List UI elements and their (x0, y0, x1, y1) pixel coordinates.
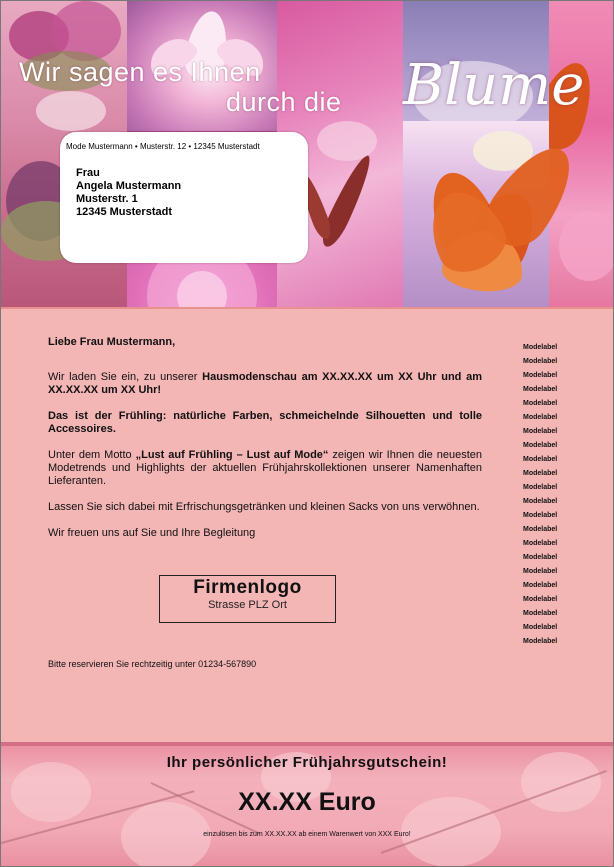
brand-label: Modelabel (523, 596, 558, 603)
brand-label: Modelabel (523, 372, 558, 379)
company-logo-address: Strasse PLZ Ort (208, 599, 287, 611)
invitation-dates: Hausmodenschau am XX.XX.XX um XX Uhr und am XX.XX.XX um XX Uhr! (48, 371, 482, 396)
sender-line: Mode Mustermann • Musterstr. 12 • 12345 Musterstadt (66, 142, 260, 151)
paragraph-spring (48, 410, 482, 436)
brand-label: Modelabel (523, 554, 558, 561)
voucher-title: Ihr persönlicher Frühjahrsgutschein! (166, 754, 448, 771)
brand-label: Modelabel (523, 540, 558, 547)
brand-label: Modelabel (523, 512, 558, 519)
salutation: Liebe Frau Mustermann, (48, 336, 176, 348)
brand-label: Modelabel (523, 582, 558, 589)
spring-text: Das ist der Frühling: natürliche Farben, schmeichelnde Silhouetten und tolle Accessoires. (48, 410, 482, 435)
voucher-top-rule (1, 742, 613, 746)
brand-label: Modelabel (523, 358, 558, 365)
brand-label: Modelabel (523, 624, 558, 631)
company-logo-name: Firmenlogo (193, 577, 302, 598)
motto-text: zeigen wir Ihnen die neuesten Modetrends und Highlights der aktuellen Frühjahrskollektionen unserer Namenhaften Lieferanten. (48, 449, 482, 487)
invitation-text: Wir laden Sie ein, zu unserer (48, 371, 203, 383)
brand-label: Modelabel (523, 442, 558, 449)
brand-label: Modelabel (523, 638, 558, 645)
voucher-conditions: einzulösen bis zum XX.XX.XX ab einem Warenwert von XXX Euro! (203, 831, 411, 838)
header-divider (1, 307, 613, 309)
brand-label: Modelabel (523, 526, 558, 533)
headline-line2: durch die (226, 87, 342, 117)
recipient-name: Angela Mustermann (76, 180, 182, 192)
voucher-amount: XX.XX Euro (238, 788, 376, 816)
brand-label: Modelabel (523, 414, 558, 421)
brand-label-list (523, 344, 583, 652)
motto-title: „Lust auf Frühling – Lust auf Mode“ (135, 449, 329, 461)
brand-label: Modelabel (523, 470, 558, 477)
recipient-street: Musterstr. 1 (76, 193, 138, 205)
voucher-section (1, 742, 613, 866)
header-flower-collage (1, 1, 613, 307)
brand-label: Modelabel (523, 484, 558, 491)
motto-intro: Unter dem Motto (48, 449, 136, 461)
paragraph-motto (48, 449, 482, 488)
recipient-city: 12345 Musterstadt (76, 206, 172, 218)
paragraph-closing: Wir freuen uns auf Sie und Ihre Begleitung (48, 527, 256, 539)
headline-script: Blume (403, 53, 585, 118)
brand-label: Modelabel (523, 428, 558, 435)
brand-label: Modelabel (523, 498, 558, 505)
company-logo-box (159, 575, 336, 623)
brand-label: Modelabel (523, 344, 558, 351)
brand-label: Modelabel (523, 568, 558, 575)
address-window (60, 132, 308, 263)
recipient-salutation: Frau (76, 167, 100, 179)
brand-label: Modelabel (523, 610, 558, 617)
paragraph-refreshments: Lassen Sie sich dabei mit Erfrischungsgetränken und kleinen Sacks von uns verwöhnen. (48, 501, 480, 513)
paragraph-invitation (48, 371, 482, 397)
brand-label: Modelabel (523, 386, 558, 393)
recipient-address (76, 167, 181, 219)
letter-body (48, 336, 482, 553)
reservation-note: Bitte reservieren Sie rechtzeitig unter 01234-567890 (48, 659, 257, 669)
brand-label: Modelabel (523, 400, 558, 407)
brand-label: Modelabel (523, 456, 558, 463)
headline-line1: Wir sagen es Ihnen (19, 57, 261, 87)
